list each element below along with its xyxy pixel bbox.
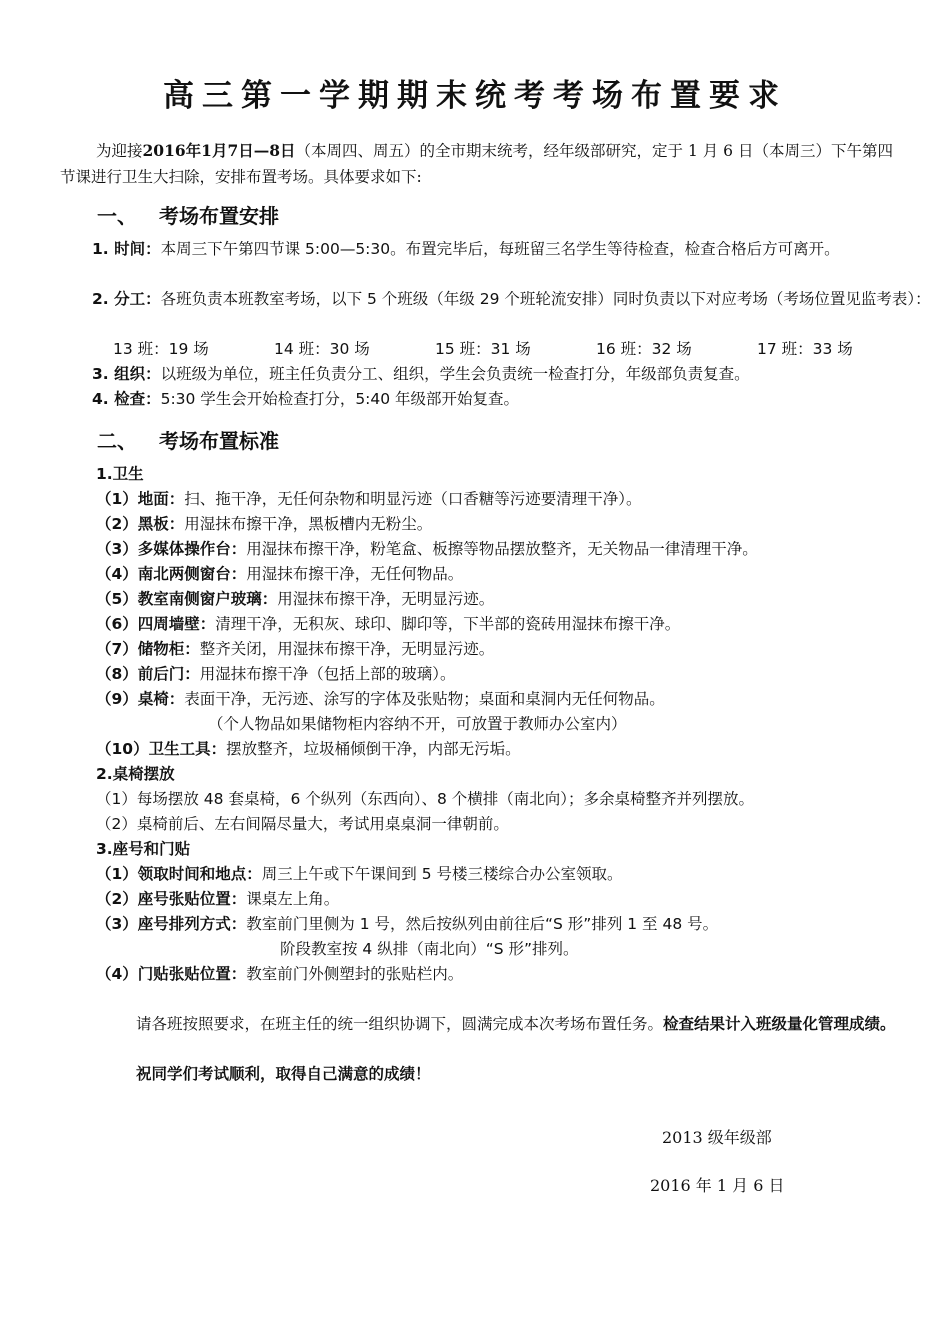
class-assignment-list bbox=[113, 337, 918, 362]
arrange-duty-text: 各班负责本班教室考场，以下 5 个班级（年级 29 个班轮流安排）同时负责以下对应考场（考场位置见监考表）： bbox=[160, 290, 931, 308]
hygiene-item-label: （3）多媒体操作台： bbox=[96, 540, 247, 558]
arrange-check-label: 4. 检查： bbox=[92, 390, 161, 408]
intro-dates: 2016年1月7日—8日 bbox=[142, 141, 296, 160]
section-2-heading bbox=[97, 425, 279, 454]
hygiene-item-text: 用湿抹布擦干净，黑板槽内无粉尘。 bbox=[184, 515, 433, 533]
seat-item bbox=[96, 912, 718, 937]
section-1-title: 考场布置安排 bbox=[159, 204, 279, 228]
hygiene-item-label: （1）地面： bbox=[96, 490, 185, 508]
hygiene-item-label: （2）黑板： bbox=[96, 515, 185, 533]
seat-item-text: 周三上午或下午课间到 5 号楼三楼综合办公室领取。 bbox=[261, 865, 623, 883]
seat-item bbox=[96, 962, 463, 987]
arrange-time-text: 本周三下午第四节课 5:00—5:30。布置完毕后，每班留三名学生等待检查，检查合格后方可离开。 bbox=[160, 240, 840, 258]
hygiene-item-text: 用湿抹布擦干净，无明显污迹。 bbox=[277, 590, 495, 608]
arrange-check bbox=[92, 387, 519, 412]
hygiene-item bbox=[96, 587, 494, 612]
arrange-org-text: 以班级为单位，班主任负责分工、组织，学生会负责统一检查打分，年级部负责复查。 bbox=[160, 365, 750, 383]
seat-item bbox=[96, 887, 339, 912]
seat-item-text: 课桌左上角。 bbox=[246, 890, 340, 908]
seat-item-label: （2）座号张贴位置： bbox=[96, 890, 247, 908]
hygiene-item bbox=[96, 737, 521, 762]
page-title: 高三第一学期期末统考考场布置要求 bbox=[163, 78, 787, 114]
intro-text-1: 为迎接 bbox=[96, 142, 143, 160]
class-assignment: 16 班：32 场 bbox=[596, 340, 692, 358]
intro-text-2: （本周四、周五）的全市期末统考，经年级部研究，定于 1 月 6 日（本周三）下午第四节课进行卫生大扫除，安排布置考场。具体要求如下: bbox=[60, 142, 893, 186]
section-2-title: 考场布置标准 bbox=[159, 429, 279, 453]
hygiene-item-text: 用湿抹布擦干净（包括上部的玻璃）。 bbox=[199, 665, 456, 683]
class-assignment: 17 班：33 场 bbox=[757, 340, 853, 358]
class-assignment: 13 班：19 场 bbox=[113, 340, 209, 358]
hygiene-item bbox=[96, 512, 432, 537]
class-assignment: 15 班：31 场 bbox=[435, 340, 531, 358]
hygiene-item bbox=[96, 562, 463, 587]
hygiene-item-text: 扫、拖干净，无任何杂物和明显污迹（口香糖等污迹要清理干净）。 bbox=[184, 490, 642, 508]
signature-dept: 2013 级年级部 bbox=[662, 1128, 772, 1147]
hygiene-item bbox=[96, 537, 758, 562]
arrange-check-text: 5:30 学生会开始检查打分，5:40 年级部开始复查。 bbox=[160, 390, 520, 408]
hygiene-item-text: 清理干净，无积灰、球印、脚印等，下半部的瓷砖用湿抹布擦干净。 bbox=[215, 615, 681, 633]
section-2-number: 二、 bbox=[97, 429, 137, 453]
hygiene-title: 1.卫生 bbox=[96, 465, 144, 483]
seat-note: 阶段教室按 4 纵排（南北向）“S 形”排列。 bbox=[280, 940, 579, 958]
hygiene-item-label: （9）桌椅： bbox=[96, 690, 185, 708]
hygiene-item bbox=[96, 487, 642, 512]
seat-item-label: （4）门贴张贴位置： bbox=[96, 965, 247, 983]
arrange-duty-label: 2. 分工： bbox=[92, 290, 161, 308]
desk-title: 2.桌椅摆放 bbox=[96, 765, 175, 783]
desk-item: （1）每场摆放 48 套桌椅，6 个纵列（东西向）、8 个横排（南北向）；多余桌椅整齐并列摆放。 bbox=[96, 790, 755, 808]
class-assignment: 14 班：30 场 bbox=[274, 340, 370, 358]
arrange-org bbox=[92, 362, 750, 387]
hygiene-item-text: 表面干净，无污迹、涂写的字体及张贴物；桌面和桌洞内无任何物品。 bbox=[184, 690, 665, 708]
hygiene-item-label: （10）卫生工具： bbox=[96, 740, 227, 758]
arrange-time bbox=[92, 237, 950, 262]
hygiene-item-label: （5）教室南侧窗户玻璃： bbox=[96, 590, 278, 608]
desk-item: （2）桌椅前后、左右间隔尽量大，考试用桌桌洞一律朝前。 bbox=[96, 815, 509, 833]
hygiene-item-text: 用湿抹布擦干净，无任何物品。 bbox=[246, 565, 464, 583]
closing-paragraph bbox=[96, 1012, 896, 1037]
seat-item-text: 教室前门里侧为 1 号，然后按纵列由前往后“S 形”排列 1 至 48 号。 bbox=[246, 915, 719, 933]
hygiene-item bbox=[96, 612, 680, 637]
hygiene-item bbox=[96, 687, 665, 712]
hygiene-item bbox=[96, 662, 456, 687]
hygiene-item-text: 摆放整齐，垃圾桶倾倒干净，内部无污垢。 bbox=[226, 740, 521, 758]
signature-date: 2016 年 1 月 6 日 bbox=[650, 1176, 785, 1195]
arrange-time-label: 1. 时间： bbox=[92, 240, 161, 258]
section-1-heading bbox=[97, 200, 279, 229]
seat-item-label: （3）座号排列方式： bbox=[96, 915, 247, 933]
seat-item-text: 教室前门外侧塑封的张贴栏内。 bbox=[246, 965, 464, 983]
seat-title: 3.座号和门贴 bbox=[96, 840, 191, 858]
hygiene-item-label: （7）储物柜： bbox=[96, 640, 200, 658]
seat-item bbox=[96, 862, 623, 887]
hygiene-item bbox=[96, 637, 494, 662]
arrange-org-label: 3. 组织： bbox=[92, 365, 161, 383]
intro-paragraph bbox=[60, 138, 896, 190]
hygiene-item-text: 整齐关闭，用湿抹布擦干净，无明显污迹。 bbox=[199, 640, 495, 658]
arrange-duty bbox=[92, 287, 950, 312]
hygiene-item-text: 用湿抹布擦干净，粉笔盒、板擦等物品摆放整齐，无关物品一律清理干净。 bbox=[246, 540, 758, 558]
closing-wish: 祝同学们考试顺利，取得自己满意的成绩！ bbox=[136, 1065, 431, 1083]
closing-bold-text: 检查结果计入班级量化管理成绩。 bbox=[663, 1015, 896, 1033]
hygiene-note: （个人物品如果储物柜内容纳不开，可放置于教师办公室内） bbox=[208, 715, 627, 733]
seat-item-label: （1）领取时间和地点： bbox=[96, 865, 262, 883]
section-1-number: 一、 bbox=[97, 204, 137, 228]
hygiene-item-label: （8）前后门： bbox=[96, 665, 200, 683]
hygiene-item-label: （6）四周墙壁： bbox=[96, 615, 216, 633]
hygiene-item-label: （4）南北两侧窗台： bbox=[96, 565, 247, 583]
closing-text: 请各班按照要求，在班主任的统一组织协调下，圆满完成本次考场布置任务。 bbox=[136, 1015, 664, 1033]
